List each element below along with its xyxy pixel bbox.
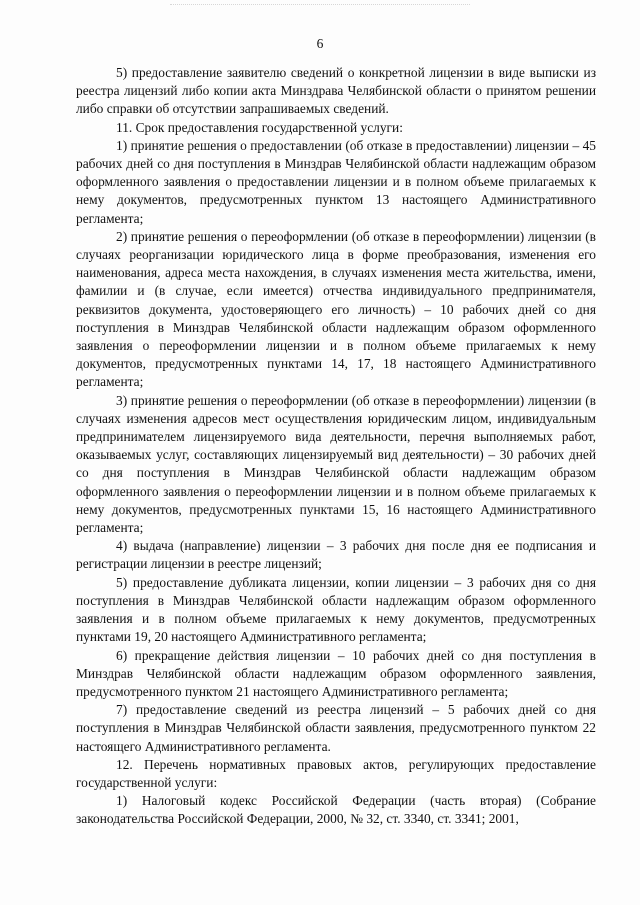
paragraph-item-5-duplicate: 5) предоставление дубликата лицензии, копии лицензии – 3 рабочих дня со дня поступления в Минздрав Челябинской области надлежащим образом оформленного заявления и в полном объеме прилагаемых к нему документов, предусмотренных пунктами 19, 20 настоящего Административного регламента; — [76, 574, 596, 645]
paragraph-item-6-termination: 6) прекращение действия лицензии – 10 рабочих дней со дня поступления в Минздрав Челябинской области надлежащим образом оформленного заявления, предусмотренного пунктом 21 настоящего Административного регламента; — [76, 647, 596, 699]
page-number: 6 — [316, 36, 324, 51]
paragraph-item-1-tax-code: 1) Налоговый кодекс Российской Федерации (часть вторая) (Собрание законодательства Российской Федерации, 2000, № 32, ст. 3340, ст. 3341; 2001, — [76, 793, 596, 827]
paragraph-item-4-delivery: 4) выдача (направление) лицензии – 3 рабочих дня после дня ее подписания и регистрации лицензии в реестре лицензий; — [76, 538, 596, 572]
paragraph-item-3-reissue-addresses: 3) принятие решения о переоформлении (об отказе в переоформлении) лицензии (в случаях изменения адресов мест осуществления юридическим лицом, индивидуальным предпринимателем лицензируемого вида деятельности, перечня выполняемых работ, оказываемых услуг, составляющих лицензируемый вид деятельности) – 30 рабочих дней со дня поступления в Минздрав Челябинской области надлежащим образом оформленного заявления о переоформлении лицензии и в полном объеме прилагаемых к нему документов, предусмотренных пунктами 15, 16 настоящего Административного регламента; — [76, 392, 596, 536]
document-body — [76, 64, 596, 829]
paragraph-item-5-extract: 5) предоставление заявителю сведений о конкретной лицензии в виде выписки из реестра лицензий либо копии акта Минздрава Челябинской области о принятом решении либо справки об отсутствии запрашиваемых сведений. — [76, 65, 596, 117]
paragraph-item-2-reissue: 2) принятие решения о переоформлении (об отказе в переоформлении) лицензии (в случаях реорганизации юридического лица в форме преобразования, изменения его наименования, адреса места нахождения, в случаях изменения места жительства, имени, фамилии и (в случае, если имеется) отчества индивидуального предпринимателя, реквизитов документа, удостоверяющего его личность) – 10 рабочих дней со дня поступления в Минздрав Челябинской области надлежащим образом оформленного заявления о переоформлении лицензии и в полном объеме прилагаемых к нему документов, предусмотренных пунктами 14, 17, 18 настоящего Административного регламента; — [76, 228, 596, 390]
paragraph-item-7-registry-info: 7) предоставление сведений из реестра лицензий – 5 рабочих дней со дня поступления в Минздрав Челябинской области заявления, предусмотренного пунктом 22 настоящего Административного регламента. — [76, 702, 596, 754]
scan-artifact — [170, 4, 470, 9]
paragraph-item-1-issuance: 1) принятие решения о предоставлении (об отказе в предоставлении) лицензии – 45 рабочих дней со дня поступления в Минздрав Челябинской области надлежащим образом оформленного заявления о предоставлении лицензии и в полном объеме прилагаемых к нему документов, предусмотренных пунктом 13 настоящего Административного регламента; — [76, 137, 596, 226]
paragraph-section-12-heading: 12. Перечень нормативных правовых актов, регулирующих предоставление государственной услуги: — [76, 756, 596, 790]
paragraph-section-11-heading: 11. Срок предоставления государственной услуги: — [116, 119, 403, 135]
